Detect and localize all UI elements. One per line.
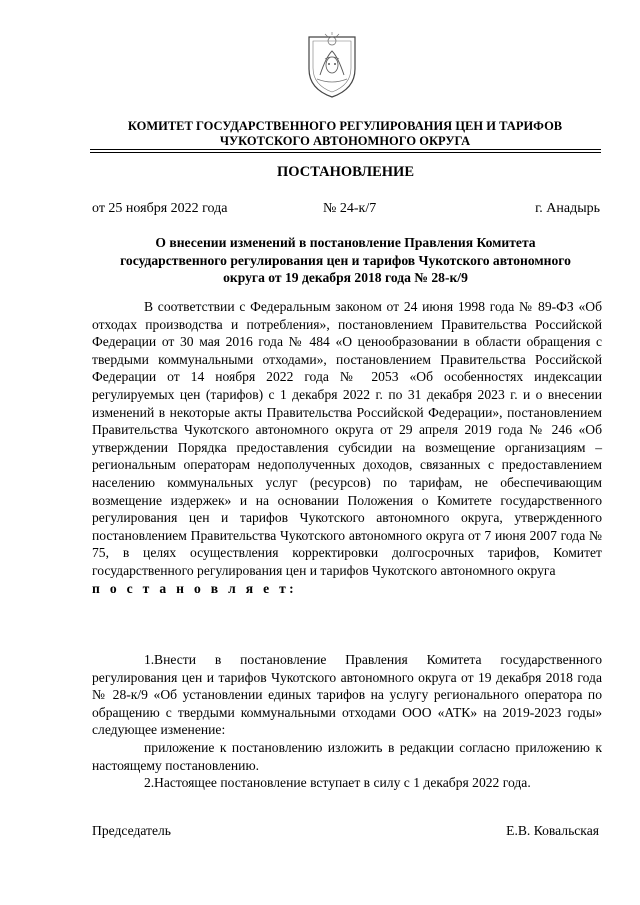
item-1-subtext: приложение к постановлению изложить в редакции согласно приложению к настоящему постановлению.	[92, 739, 602, 773]
document-number: № 24-к/7	[323, 201, 377, 216]
signature-name: Е.В. Ковальская	[506, 823, 599, 838]
header-divider	[90, 149, 601, 150]
resolves-heading: п о с т а н о в л я е т:	[92, 580, 297, 596]
item-2	[92, 774, 602, 792]
subject-line-2: государственного регулирования цен и тарифов Чукотского автономного	[120, 252, 571, 268]
organization-name	[90, 119, 600, 149]
document-body	[92, 298, 602, 597]
item-2-text: Настоящее постановление вступает в силу с 1 декабря 2022 года.	[154, 775, 531, 791]
document-subject	[90, 234, 601, 287]
item-1	[92, 651, 602, 739]
signature-title: Председатель	[92, 823, 171, 838]
subject-line-3: округа от 19 декабря 2018 года № 28-к/9	[223, 270, 468, 285]
header-divider-secondary	[90, 152, 601, 153]
document-type: ПОСТАНОВЛЕНИЕ	[276, 164, 414, 180]
org-line-1: КОМИТЕТ ГОСУДАРСТВЕННОГО РЕГУЛИРОВАНИЯ ЦЕН И ТАРИФОВ	[127, 119, 563, 133]
preamble-paragraph: В соответствии с Федеральным законом от 24 июня 1998 года № 89-ФЗ «Об отходах производства и потребления», постановлением Правительства Российской Федерации от 30 мая 2016 года № 484 «О ценообразовании в области обращения с твердыми коммунальными отходами», постановлением Правительства Российской Федерации от 14 ноября 2022 года № 2053 «Об особенностях индексации регулируемых цен (тарифов) с 1 декабря 2022 г. по 31 декабря 2023 г. и о внесении изменений в некоторые акты Правительства Российской Федерации», постановлением Правительства Чукотского автономного округа от 29 апреля 2019 года № 246 «Об утверждении Порядка предоставления субсидии на возмещение организациям – региональным операторам недополученных доходов, связанных с предоставлением населению коммунальных услуг (ресурсов) по тарифам, не обеспечивающим возмещение издержек» и на основании Положения о Комитете государственного регулирования цен и тарифов Чукотского автономного округа, утвержденного постановлением Правительства Чукотского автономного округа от 7 июня 2007 года № 75, в целях осуществления корректировки долгосрочных тарифов, Комитет государственного регулирования цен и тарифов Чукотского автономного округа	[92, 299, 602, 578]
resolution-items	[92, 651, 602, 792]
document-place: г. Анадырь	[535, 201, 600, 216]
item-2-number: 2.	[144, 775, 155, 791]
document-date: от 25 ноября 2022 года	[92, 201, 228, 216]
item-1-number: 1.	[144, 652, 155, 667]
item-1-text: Внести в постановление Правления Комитета государственного регулирования цен и тарифов Чукотского автономного округа от 19 декабря 2018 года № 28-к/9 «Об установлении единых тарифов на услугу регионального оператора по обращению с твердыми коммунальными отходами ООО «АТК» на 2019-2023 годы» следующее изменение:	[92, 652, 602, 738]
org-line-2: ЧУКОТСКОГО АВТОНОМНОГО ОКРУГА	[219, 134, 471, 148]
subject-line-1: О внесении изменений в постановление Правления Комитета	[155, 235, 536, 250]
coat-of-arms-icon	[301, 31, 363, 101]
